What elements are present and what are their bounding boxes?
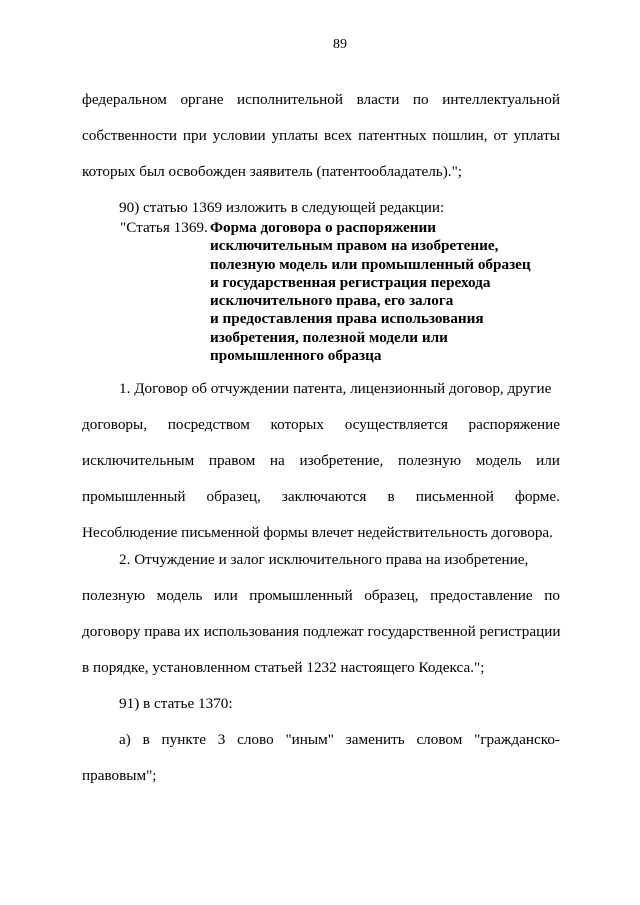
p1-line-5: Несоблюдение письменной формы влечет недействительность договора. [82, 524, 553, 541]
sub-a-line-1 [82, 722, 560, 758]
article-title-line: полезную модель или промышленный образец [210, 255, 531, 273]
article-title-line: и предоставления права использования [210, 310, 484, 328]
word: образец, [206, 488, 261, 505]
p2-line-1: 2. Отчуждение и залог исключительного права на изобретение, [119, 551, 529, 568]
word: или [213, 587, 238, 604]
article-title-line: промышленного образца [210, 347, 382, 365]
word: в [142, 731, 150, 748]
word: словом [416, 731, 463, 748]
article-title-line: Форма договора о распоряжении [210, 219, 437, 236]
article-title-line: исключительным правом на изобретение, [210, 237, 499, 255]
p2-line-3: договору права их использования подлежат государственной регистрации [82, 623, 561, 640]
word: по [544, 587, 560, 604]
word: модель [475, 452, 522, 469]
word: изобретение, [299, 452, 384, 469]
word: предоставление [430, 587, 533, 604]
word: исключительным [82, 452, 195, 469]
word: осуществляется [344, 416, 448, 433]
word: на [269, 452, 285, 469]
p2-line-2 [82, 578, 560, 614]
word: посредством [167, 416, 250, 433]
word: модель [156, 587, 203, 604]
intro-line-2 [82, 118, 560, 154]
word: патентных [358, 127, 427, 144]
paragraph-1 [82, 371, 560, 551]
p1-line-4 [82, 479, 560, 515]
word: пункте [161, 731, 206, 748]
word: органе [180, 91, 224, 108]
sub-a-line-2: правовым"; [82, 767, 157, 784]
word: уплаты [271, 127, 319, 144]
word: слово [237, 731, 274, 748]
word: по [412, 91, 429, 108]
word: "иным" [285, 731, 334, 748]
article-number: "Статья 1369. [120, 219, 208, 236]
item-91: 91) в статье 1370: [119, 695, 233, 712]
word: уплаты [513, 127, 560, 144]
word: промышленный [249, 587, 353, 604]
word: от [493, 127, 508, 144]
p1-line-2 [82, 407, 560, 443]
p1-line-3 [82, 443, 560, 479]
word: форме. [515, 488, 560, 505]
word: исполнительной [237, 91, 343, 108]
word: образец, [364, 587, 419, 604]
word: распоряжение [468, 416, 560, 433]
word: при [182, 127, 207, 144]
word: пошлин, [432, 127, 488, 144]
word: правом [208, 452, 256, 469]
word: а) [119, 731, 131, 748]
page-number: 89 [333, 37, 347, 52]
p1-line-1: 1. Договор об отчуждении патента, лицензионный договор, другие [119, 380, 552, 397]
p2-line-4: в порядке, установленном статьей 1232 настоящего Кодекса."; [82, 659, 485, 676]
intro-line-3: которых был освобожден заявитель (патентообладатель)."; [82, 163, 462, 180]
word: заменить [345, 731, 405, 748]
word: письменной [415, 488, 494, 505]
word: условии [212, 127, 266, 144]
word: которых [270, 416, 324, 433]
paragraph-2 [82, 542, 560, 794]
word: интеллектуальной [442, 91, 560, 108]
article-title-line: исключительного права, его залога [210, 292, 454, 310]
item-90: 90) статью 1369 изложить в следующей редакции: [119, 199, 445, 216]
word: полезную [82, 587, 146, 604]
word: заключаются [281, 488, 367, 505]
intro-line-1 [82, 82, 560, 118]
word: всех [323, 127, 353, 144]
word: договоры, [82, 416, 148, 433]
word: власти [356, 91, 400, 108]
word: или [536, 452, 560, 469]
article-title [210, 219, 531, 365]
word: полезную [397, 452, 462, 469]
word: промышленный [82, 488, 186, 505]
word: 3 [217, 731, 226, 748]
intro-paragraph [82, 82, 560, 226]
article-title-line: и государственная регистрация перехода [210, 273, 491, 291]
word: федеральном [82, 91, 167, 108]
word: "гражданско- [474, 731, 560, 748]
article-title-line: изобретения, полезной модели или [210, 328, 448, 346]
word: собственности [82, 127, 177, 144]
word: в [387, 488, 395, 505]
